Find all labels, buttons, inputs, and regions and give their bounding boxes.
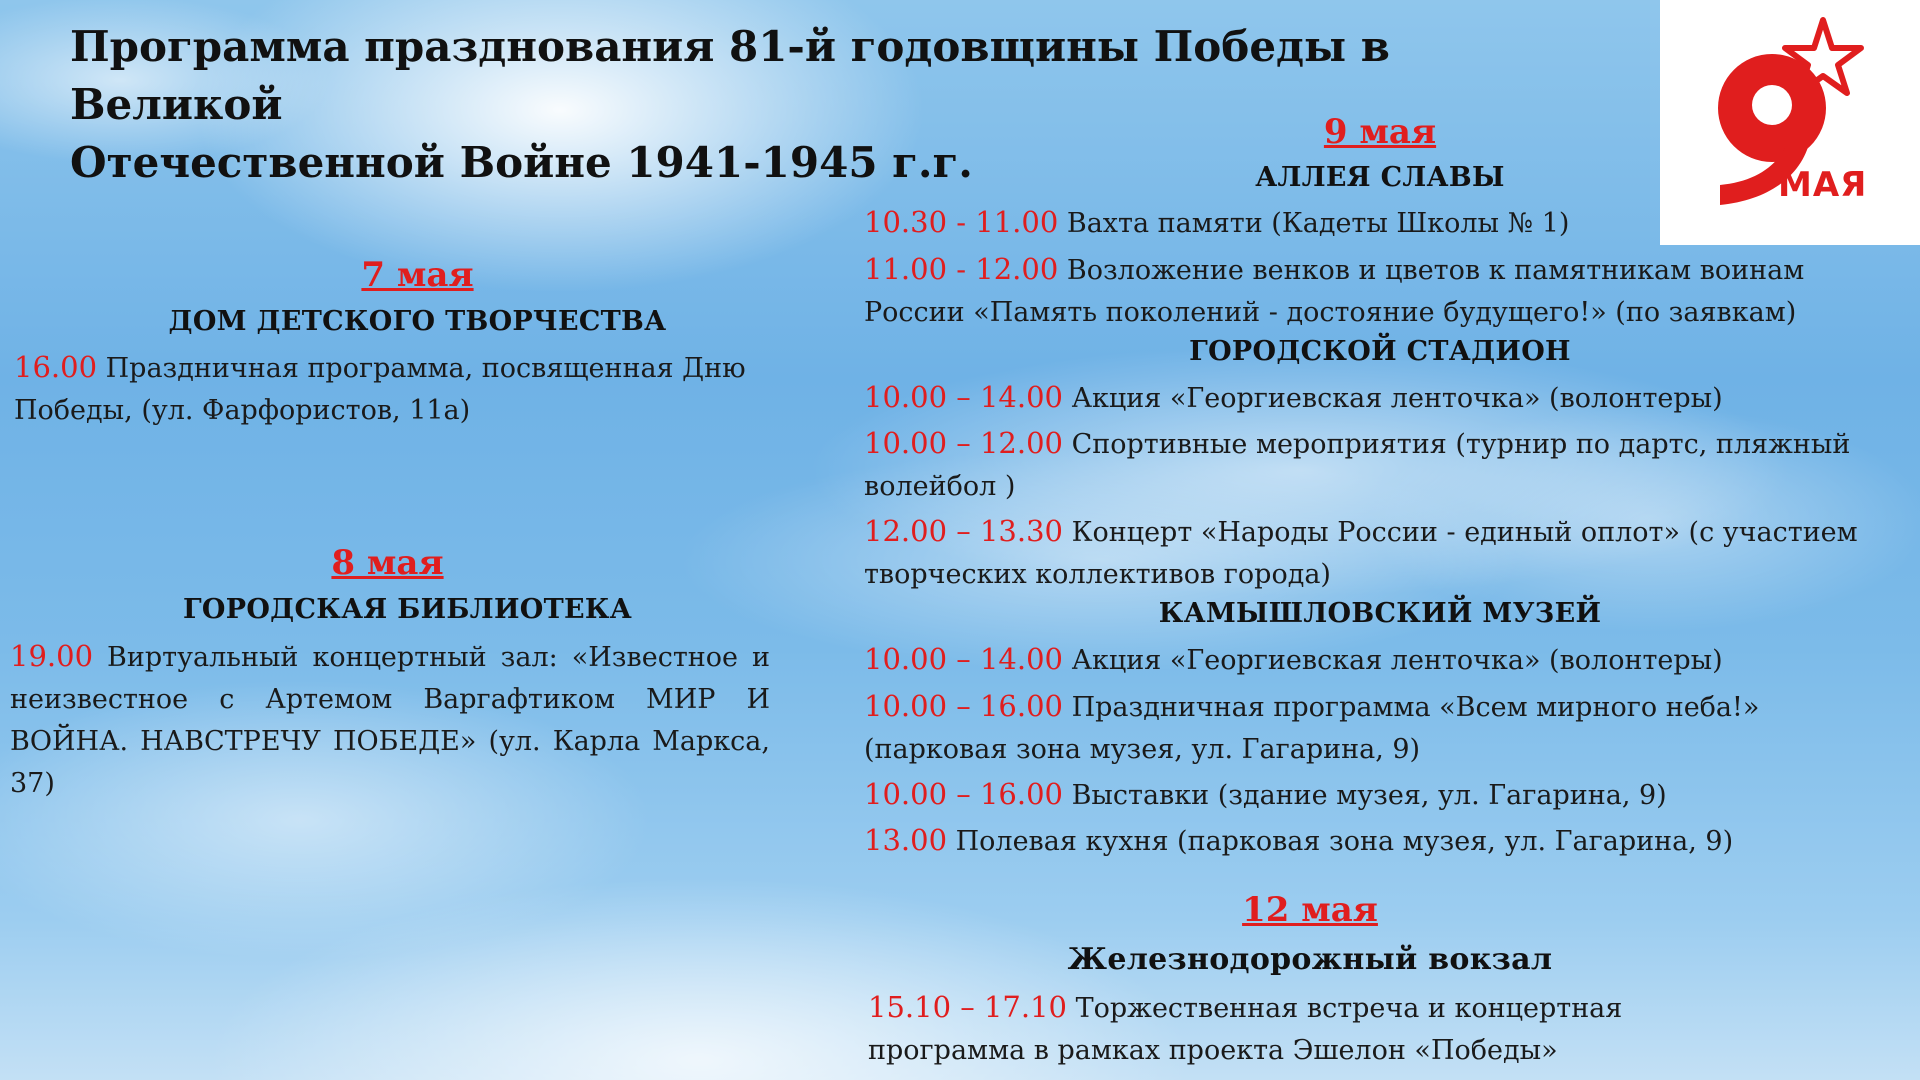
event-text: Выставки (здание музея, ул. Гагарина, 9) bbox=[1062, 780, 1667, 811]
event-text: Акция «Георгиевская ленточка» (волонтеры) bbox=[1062, 383, 1723, 414]
event-may9-museum-2 bbox=[864, 685, 1904, 771]
event-text: Вахта памяти (Кадеты Школы № 1) bbox=[1058, 208, 1570, 239]
event-may9-stadium-2 bbox=[864, 422, 1884, 508]
date-may-7: 7 мая bbox=[361, 255, 474, 295]
event-may7-1 bbox=[14, 346, 774, 432]
event-time: 10.00 – 14.00 bbox=[864, 642, 1063, 676]
event-text: Концерт «Народы России - единый оплот» (с участием творческих коллективов города) bbox=[864, 517, 1858, 590]
event-may9-stadium-3 bbox=[864, 510, 1884, 596]
page-title-line-2: Отечественной Войне 1941-1945 г.г. bbox=[70, 138, 973, 187]
event-may9-museum-1 bbox=[864, 638, 1904, 682]
event-may8-1 bbox=[10, 635, 770, 805]
event-text: Спортивные мероприятия (турнир по дартс, пляжный волейбол ) bbox=[864, 429, 1851, 502]
event-text: Торжественная встреча и концертная программа в рамках проекта Эшелон «Победы» bbox=[868, 993, 1623, 1066]
venue-alley-of-glory: АЛЛЕЯ СЛАВЫ bbox=[1255, 162, 1505, 193]
event-time: 10.00 – 16.00 bbox=[864, 689, 1063, 723]
date-may-12: 12 мая bbox=[1242, 890, 1378, 930]
event-time: 16.00 bbox=[14, 350, 98, 384]
event-time: 12.00 – 13.30 bbox=[864, 514, 1063, 548]
event-text: Виртуальный концертный зал: «Известное и неизвестное с Артемом Варгафтиком МИР И ВОЙНА. НАВСТРЕЧУ ПОБЕДЕ» (ул. Карла Маркса, 37) bbox=[10, 642, 770, 799]
venue-railway-station: Железнодорожный вокзал bbox=[1067, 942, 1553, 977]
event-time: 15.10 – 17.10 bbox=[868, 990, 1067, 1024]
date-may-9: 9 мая bbox=[1323, 112, 1437, 152]
event-time: 10.00 – 16.00 bbox=[864, 777, 1063, 811]
event-may9-stadium-1 bbox=[864, 376, 1904, 420]
venue-house-of-children-creativity: ДОМ ДЕТСКОГО ТВОРЧЕСТВА bbox=[168, 306, 667, 337]
event-time: 10.00 – 14.00 bbox=[864, 380, 1063, 414]
event-text: Праздничная программа «Всем мирного неба!» (парковая зона музея, ул. Гагарина, 9) bbox=[864, 692, 1760, 765]
event-may9-museum-4 bbox=[864, 819, 1904, 863]
date-may-8: 8 мая bbox=[331, 543, 444, 583]
venue-kamyshlov-museum: КАМЫШЛОВСКИЙ МУЗЕЙ bbox=[1158, 598, 1602, 629]
logo-word: МАЯ bbox=[1778, 165, 1868, 205]
event-may12-1 bbox=[868, 986, 1628, 1072]
event-text: Возложение венков и цветов к памятникам воинам России «Память поколений - достояние будущего!» (по заявкам) bbox=[864, 255, 1805, 328]
event-time: 11.00 - 12.00 bbox=[864, 252, 1059, 286]
event-text: Праздничная программа, посвященная Дню Победы, (ул. Фарфористов, 11а) bbox=[14, 353, 746, 426]
venue-city-stadium: ГОРОДСКОЙ СТАДИОН bbox=[1189, 336, 1571, 367]
event-time: 10.00 – 12.00 bbox=[864, 426, 1063, 460]
event-time: 10.30 - 11.00 bbox=[864, 205, 1059, 239]
event-may9-alley-1 bbox=[864, 201, 1904, 245]
event-text: Акция «Георгиевская ленточка» (волонтеры) bbox=[1062, 645, 1723, 676]
event-text: Полевая кухня (парковая зона музея, ул. Гагарина, 9) bbox=[947, 826, 1734, 857]
event-may9-museum-3 bbox=[864, 773, 1904, 817]
event-time: 19.00 bbox=[10, 639, 94, 673]
venue-city-library: ГОРОДСКАЯ БИБЛИОТЕКА bbox=[182, 594, 633, 625]
event-may9-alley-2 bbox=[864, 248, 1864, 334]
event-time: 13.00 bbox=[864, 823, 948, 857]
page-title-line-1: Программа празднования 81-й годовщины Победы в Великой bbox=[70, 22, 1390, 129]
